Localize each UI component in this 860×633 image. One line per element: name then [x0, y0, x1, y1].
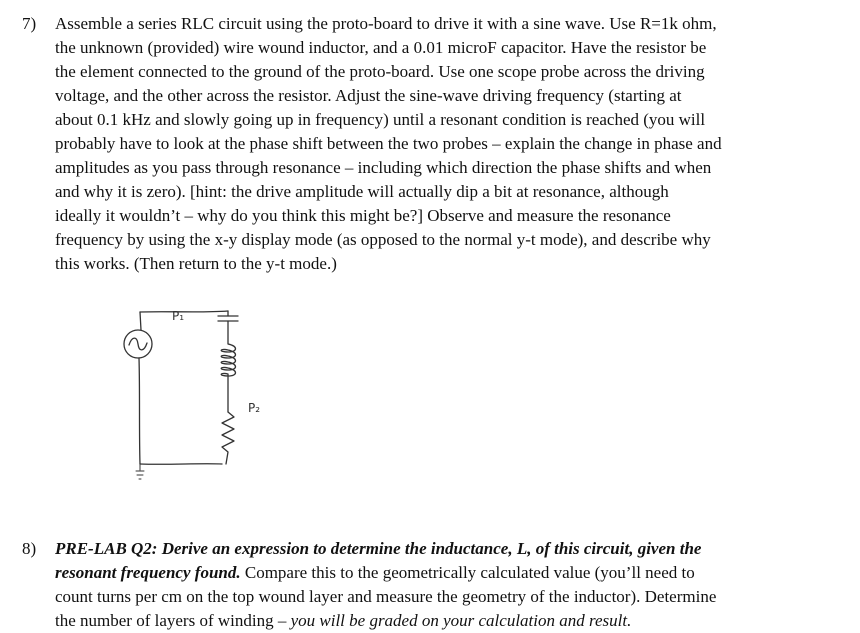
question-8-italic-span: you will be graded on your calculation and result.	[290, 611, 632, 630]
question-7-line: about 0.1 kHz and slowly going up in frequency) until a resonant condition is reached (you will	[55, 110, 706, 129]
question-7-line: frequency by using the x-y display mode (as opposed to the normal y-t mode), and describe why	[55, 230, 711, 249]
question-7-line: the element connected to the ground of the proto-board. Use one scope probe across the driving	[55, 62, 705, 81]
question-7-line: this works. (Then return to the y-t mode.)	[55, 254, 337, 273]
bottom-wire	[140, 464, 222, 465]
question-8-line	[55, 609, 810, 633]
question-7-line: probably have to look at the phase shift between the two probes – explain the change in phase and	[55, 134, 722, 153]
capacitor-icon	[218, 316, 238, 321]
left-wire-upper	[140, 312, 141, 330]
question-8-emphasis: resonant frequency found.	[55, 563, 241, 582]
question-7-line: amplitudes as you pass through resonance – including which direction the phase shifts and when	[55, 158, 712, 177]
sine-symbol	[129, 338, 147, 350]
inductor-icon	[221, 321, 235, 412]
ground-icon	[136, 471, 144, 479]
question-8-text	[55, 537, 810, 633]
question-7-line: the unknown (provided) wire wound inductor, and a 0.01 microF capacitor. Have the resistor be	[55, 38, 707, 57]
question-7-line: and why it is zero). [hint: the drive amplitude will actually dip a bit at resonance, although	[55, 182, 669, 201]
left-wire-lower	[139, 358, 140, 464]
question-8-text-span: Compare this to the geometrically calculated value (you’ll need to	[240, 563, 695, 582]
probe-1-label: P₁	[172, 309, 185, 323]
question-8-line: count turns per cm on the top wound layer and measure the geometry of the inductor). Determine	[55, 587, 717, 606]
question-7-line: ideally it wouldn’t – why do you think this might be?] Observe and measure the resonance	[55, 206, 671, 225]
resistor-icon	[222, 412, 234, 464]
question-8-text-span: the number of layers of winding –	[55, 611, 291, 630]
question-8-line: PRE-LAB Q2: Derive an expression to determine the inductance, L, of this circuit, given the	[55, 539, 702, 558]
question-8-number: 8)	[22, 539, 37, 558]
circuit-diagram	[110, 292, 270, 492]
question-7-line: Assemble a series RLC circuit using the proto-board to drive it with a sine wave. Use R=1k ohm,	[55, 14, 717, 33]
question-7-text	[55, 12, 810, 276]
question-7-line: voltage, and the other across the resistor. Adjust the sine-wave driving frequency (starting at	[55, 86, 682, 105]
question-8-line	[55, 561, 810, 585]
probe-2-label: P₂	[248, 401, 261, 415]
question-7-number: 7)	[22, 14, 37, 33]
